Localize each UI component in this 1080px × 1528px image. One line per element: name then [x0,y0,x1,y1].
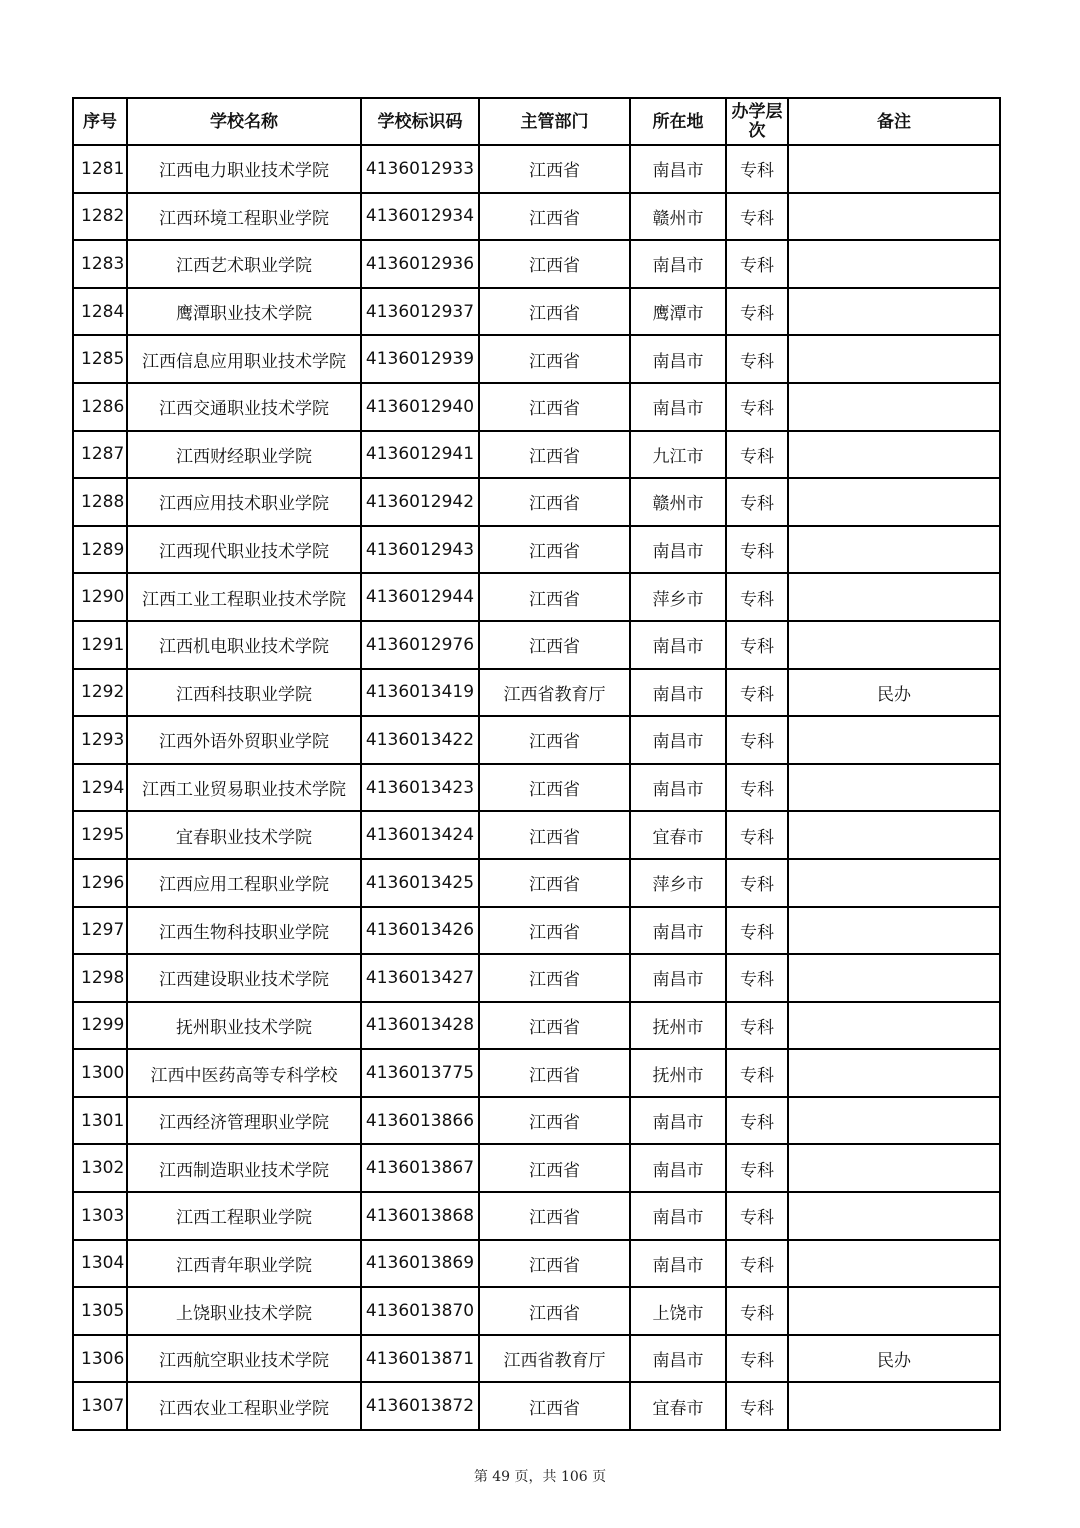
cell-note [788,716,1000,764]
table-row [73,764,1000,812]
table-row [73,193,1000,241]
cell-level: 专科 [726,1144,788,1192]
cell-school-code: 4136013419 [361,669,479,717]
cell-seq: 1307 [73,1382,127,1430]
cell-level: 专科 [726,621,788,669]
cell-school-name: 江西建设职业技术学院 [127,954,361,1002]
cell-seq: 1286 [73,383,127,431]
cell-school-code: 4136013872 [361,1382,479,1430]
cell-school-name: 抚州职业技术学院 [127,1002,361,1050]
table-row [73,431,1000,479]
cell-location: 萍乡市 [630,573,726,621]
cell-level: 专科 [726,145,788,193]
cell-note: 民办 [788,669,1000,717]
cell-seq: 1295 [73,811,127,859]
table-row [73,383,1000,431]
cell-location: 南昌市 [630,1144,726,1192]
cell-school-name: 江西制造职业技术学院 [127,1144,361,1192]
cell-location: 南昌市 [630,1097,726,1145]
cell-location: 抚州市 [630,1049,726,1097]
cell-level: 专科 [726,478,788,526]
cell-department: 江西省 [479,288,630,336]
cell-seq: 1303 [73,1192,127,1240]
cell-location: 南昌市 [630,1240,726,1288]
cell-department: 江西省 [479,859,630,907]
cell-school-code: 4136012940 [361,383,479,431]
cell-school-code: 4136012942 [361,478,479,526]
cell-level: 专科 [726,240,788,288]
cell-school-name: 江西电力职业技术学院 [127,145,361,193]
cell-department: 江西省 [479,716,630,764]
cell-department: 江西省 [479,193,630,241]
cell-level: 专科 [726,288,788,336]
cell-level: 专科 [726,716,788,764]
cell-department: 江西省 [479,1287,630,1335]
cell-school-code: 4136012976 [361,621,479,669]
cell-note [788,240,1000,288]
cell-location: 南昌市 [630,764,726,812]
cell-note [788,811,1000,859]
header-level: 办学层次 [726,98,788,145]
cell-seq: 1291 [73,621,127,669]
cell-department: 江西省 [479,478,630,526]
cell-seq: 1282 [73,193,127,241]
cell-note [788,288,1000,336]
cell-school-code: 4136012937 [361,288,479,336]
cell-school-name: 鹰潭职业技术学院 [127,288,361,336]
table-body [73,145,1000,1430]
cell-level: 专科 [726,1382,788,1430]
cell-school-name: 江西机电职业技术学院 [127,621,361,669]
cell-school-name: 江西科技职业学院 [127,669,361,717]
table-row [73,1049,1000,1097]
table-row [73,907,1000,955]
cell-department: 江西省 [479,1240,630,1288]
cell-department: 江西省教育厅 [479,669,630,717]
cell-location: 南昌市 [630,383,726,431]
cell-location: 南昌市 [630,240,726,288]
cell-school-name: 江西信息应用职业技术学院 [127,335,361,383]
cell-seq: 1306 [73,1335,127,1383]
table-row [73,1382,1000,1430]
cell-level: 专科 [726,764,788,812]
table-row [73,240,1000,288]
table-header-row [73,98,1000,145]
cell-seq: 1281 [73,145,127,193]
header-location: 所在地 [630,98,726,145]
cell-note [788,1240,1000,1288]
cell-note [788,335,1000,383]
cell-school-code: 4136013428 [361,1002,479,1050]
cell-seq: 1298 [73,954,127,1002]
cell-note [788,954,1000,1002]
cell-note [788,383,1000,431]
cell-department: 江西省 [479,431,630,479]
cell-level: 专科 [726,907,788,955]
table-row [73,669,1000,717]
cell-school-code: 4136012936 [361,240,479,288]
cell-location: 上饶市 [630,1287,726,1335]
table-row [73,811,1000,859]
cell-school-code: 4136012933 [361,145,479,193]
cell-level: 专科 [726,954,788,1002]
table-row [73,335,1000,383]
cell-department: 江西省 [479,1144,630,1192]
cell-school-code: 4136012939 [361,335,479,383]
cell-seq: 1292 [73,669,127,717]
cell-school-name: 江西环境工程职业学院 [127,193,361,241]
cell-department: 江西省 [479,621,630,669]
cell-note [788,907,1000,955]
cell-location: 南昌市 [630,954,726,1002]
cell-level: 专科 [726,859,788,907]
cell-school-code: 4136012943 [361,526,479,574]
cell-location: 萍乡市 [630,859,726,907]
cell-school-code: 4136012941 [361,431,479,479]
cell-level: 专科 [726,526,788,574]
cell-note [788,431,1000,479]
cell-level: 专科 [726,383,788,431]
cell-location: 南昌市 [630,1335,726,1383]
table-row [73,954,1000,1002]
cell-school-name: 江西财经职业学院 [127,431,361,479]
cell-seq: 1293 [73,716,127,764]
header-seq: 序号 [73,98,127,145]
cell-level: 专科 [726,193,788,241]
cell-department: 江西省 [479,954,630,1002]
cell-department: 江西省 [479,240,630,288]
cell-level: 专科 [726,431,788,479]
cell-department: 江西省 [479,526,630,574]
cell-school-code: 4136012944 [361,573,479,621]
cell-department: 江西省 [479,811,630,859]
cell-note [788,1192,1000,1240]
cell-location: 抚州市 [630,1002,726,1050]
table-row [73,1335,1000,1383]
cell-location: 鹰潭市 [630,288,726,336]
cell-school-name: 江西生物科技职业学院 [127,907,361,955]
cell-seq: 1287 [73,431,127,479]
cell-note [788,193,1000,241]
cell-note [788,1287,1000,1335]
header-school-name: 学校名称 [127,98,361,145]
table-row [73,1002,1000,1050]
table-row [73,526,1000,574]
cell-note [788,859,1000,907]
cell-school-code: 4136013869 [361,1240,479,1288]
table-row [73,1240,1000,1288]
table-row [73,145,1000,193]
cell-seq: 1302 [73,1144,127,1192]
cell-level: 专科 [726,335,788,383]
table-row [73,621,1000,669]
cell-seq: 1296 [73,859,127,907]
cell-department: 江西省 [479,1049,630,1097]
cell-school-code: 4136013422 [361,716,479,764]
cell-school-name: 上饶职业技术学院 [127,1287,361,1335]
cell-department: 江西省 [479,1192,630,1240]
table-row [73,573,1000,621]
cell-school-name: 江西工业工程职业技术学院 [127,573,361,621]
cell-department: 江西省 [479,764,630,812]
table-row [73,1097,1000,1145]
cell-seq: 1300 [73,1049,127,1097]
cell-seq: 1289 [73,526,127,574]
cell-school-code: 4136013868 [361,1192,479,1240]
header-department: 主管部门 [479,98,630,145]
table-row [73,859,1000,907]
cell-note [788,764,1000,812]
cell-school-code: 4136013424 [361,811,479,859]
table-row [73,1287,1000,1335]
cell-note [788,1382,1000,1430]
cell-level: 专科 [726,811,788,859]
cell-department: 江西省 [479,335,630,383]
cell-department: 江西省教育厅 [479,1335,630,1383]
cell-department: 江西省 [479,1002,630,1050]
cell-location: 南昌市 [630,145,726,193]
cell-school-name: 江西农业工程职业学院 [127,1382,361,1430]
cell-level: 专科 [726,1002,788,1050]
cell-note [788,145,1000,193]
cell-school-code: 4136013427 [361,954,479,1002]
table-row [73,716,1000,764]
cell-seq: 1283 [73,240,127,288]
cell-seq: 1304 [73,1240,127,1288]
table-row [73,1192,1000,1240]
cell-school-name: 江西艺术职业学院 [127,240,361,288]
cell-department: 江西省 [479,145,630,193]
cell-note: 民办 [788,1335,1000,1383]
cell-school-name: 江西交通职业技术学院 [127,383,361,431]
cell-department: 江西省 [479,907,630,955]
cell-note [788,1097,1000,1145]
table-row [73,478,1000,526]
cell-location: 南昌市 [630,335,726,383]
cell-location: 南昌市 [630,1192,726,1240]
table-row [73,1144,1000,1192]
cell-seq: 1305 [73,1287,127,1335]
cell-school-name: 江西现代职业技术学院 [127,526,361,574]
cell-level: 专科 [726,1287,788,1335]
cell-location: 赣州市 [630,193,726,241]
cell-location: 南昌市 [630,526,726,574]
cell-school-code: 4136013426 [361,907,479,955]
cell-department: 江西省 [479,1382,630,1430]
cell-seq: 1288 [73,478,127,526]
cell-school-code: 4136013871 [361,1335,479,1383]
cell-level: 专科 [726,669,788,717]
cell-level: 专科 [726,573,788,621]
cell-note [788,478,1000,526]
cell-department: 江西省 [479,383,630,431]
header-school-code: 学校标识码 [361,98,479,145]
cell-location: 南昌市 [630,669,726,717]
cell-seq: 1294 [73,764,127,812]
cell-school-code: 4136013866 [361,1097,479,1145]
cell-school-name: 江西工程职业学院 [127,1192,361,1240]
cell-note [788,621,1000,669]
cell-location: 南昌市 [630,716,726,764]
cell-level: 专科 [726,1097,788,1145]
cell-note [788,1002,1000,1050]
cell-seq: 1284 [73,288,127,336]
cell-location: 宜春市 [630,811,726,859]
cell-location: 南昌市 [630,907,726,955]
cell-school-code: 4136013423 [361,764,479,812]
cell-school-code: 4136013867 [361,1144,479,1192]
table-row [73,288,1000,336]
cell-level: 专科 [726,1192,788,1240]
page-footer: 第 49 页，共 106 页 [473,1469,607,1485]
school-list-table [72,97,1001,1431]
cell-school-name: 江西应用技术职业学院 [127,478,361,526]
cell-note [788,1049,1000,1097]
cell-school-code: 4136012934 [361,193,479,241]
cell-level: 专科 [726,1049,788,1097]
cell-school-name: 江西中医药高等专科学校 [127,1049,361,1097]
cell-level: 专科 [726,1240,788,1288]
cell-school-name: 江西工业贸易职业技术学院 [127,764,361,812]
cell-seq: 1297 [73,907,127,955]
cell-level: 专科 [726,1335,788,1383]
cell-seq: 1299 [73,1002,127,1050]
cell-note [788,1144,1000,1192]
cell-seq: 1285 [73,335,127,383]
cell-seq: 1290 [73,573,127,621]
cell-location: 赣州市 [630,478,726,526]
cell-note [788,526,1000,574]
cell-department: 江西省 [479,1097,630,1145]
cell-seq: 1301 [73,1097,127,1145]
cell-location: 南昌市 [630,621,726,669]
cell-school-name: 江西经济管理职业学院 [127,1097,361,1145]
cell-school-code: 4136013775 [361,1049,479,1097]
header-note: 备注 [788,98,1000,145]
cell-location: 九江市 [630,431,726,479]
cell-department: 江西省 [479,573,630,621]
cell-school-name: 江西应用工程职业学院 [127,859,361,907]
cell-school-name: 江西外语外贸职业学院 [127,716,361,764]
cell-note [788,573,1000,621]
cell-school-name: 江西青年职业学院 [127,1240,361,1288]
cell-school-code: 4136013870 [361,1287,479,1335]
cell-school-name: 宜春职业技术学院 [127,811,361,859]
cell-school-name: 江西航空职业技术学院 [127,1335,361,1383]
cell-school-code: 4136013425 [361,859,479,907]
cell-location: 宜春市 [630,1382,726,1430]
